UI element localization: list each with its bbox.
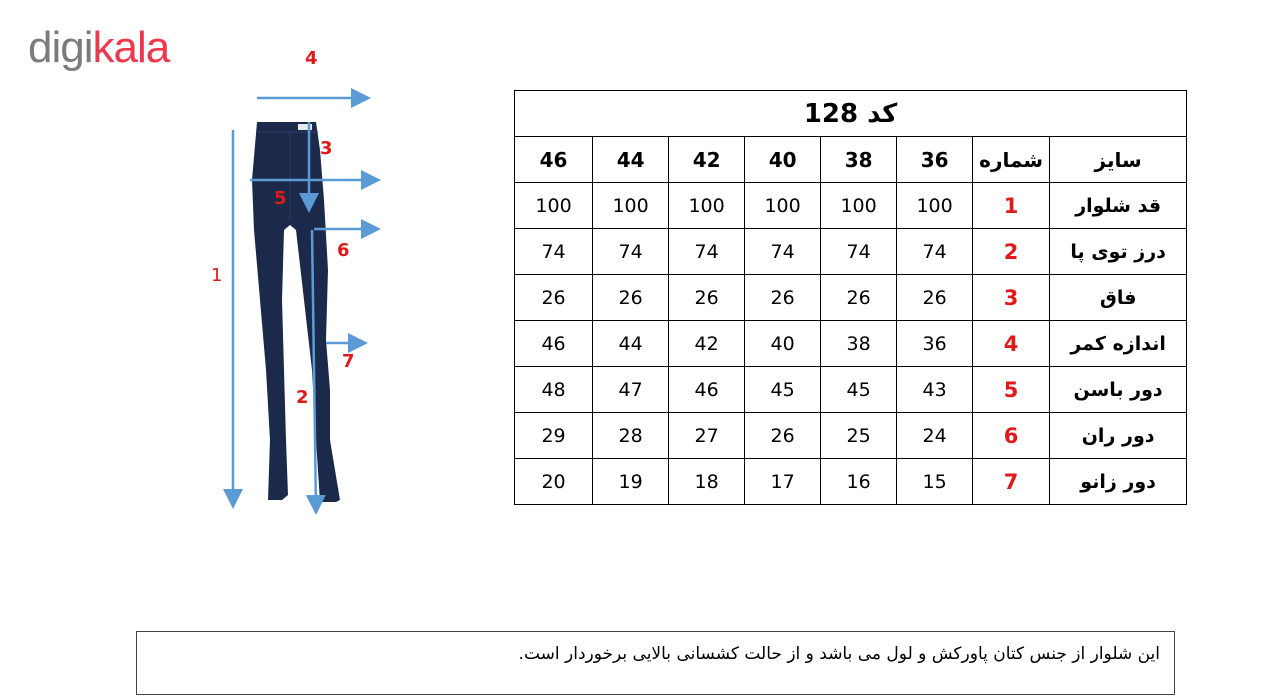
row-number: 7 (973, 459, 1050, 505)
label-7: 7 (342, 351, 355, 372)
table-cell: 26 (669, 275, 745, 321)
measurement-figure (190, 40, 400, 520)
header-cell: 42 (669, 137, 745, 183)
header-cell: 36 (897, 137, 973, 183)
label-2: 2 (296, 387, 309, 408)
logo-gray-text: digi (28, 23, 93, 72)
label-5: 5 (274, 188, 287, 209)
row-name: فاق (1050, 275, 1187, 321)
row-name: دور زانو (1050, 459, 1187, 505)
table-row (515, 367, 1187, 413)
row-number: 5 (973, 367, 1050, 413)
description-text: این شلوار از جنس کتان پاورکش و لول می باشد و از حالت کشسانی بالایی برخوردار است. (518, 644, 1160, 664)
table-cell: 17 (745, 459, 821, 505)
header-cell: 40 (745, 137, 821, 183)
table-cell: 43 (897, 367, 973, 413)
table-cell: 100 (897, 183, 973, 229)
table-cell: 100 (669, 183, 745, 229)
row-name: دور باسن (1050, 367, 1187, 413)
table-cell: 74 (593, 229, 669, 275)
logo-red-text: kala (92, 23, 170, 72)
header-cell: 44 (593, 137, 669, 183)
table-cell: 20 (515, 459, 593, 505)
table-row (515, 321, 1187, 367)
header-cell: 38 (821, 137, 897, 183)
table-title-row (515, 91, 1187, 137)
table-cell: 19 (593, 459, 669, 505)
table-cell: 42 (669, 321, 745, 367)
table-cell: 74 (821, 229, 897, 275)
table-cell: 36 (897, 321, 973, 367)
table-cell: 26 (745, 275, 821, 321)
table-cell: 26 (593, 275, 669, 321)
table-cell: 15 (897, 459, 973, 505)
table-cell: 40 (745, 321, 821, 367)
table-cell: 18 (669, 459, 745, 505)
table-cell: 26 (897, 275, 973, 321)
table-cell: 28 (593, 413, 669, 459)
brand-logo (28, 23, 170, 72)
table-header-row (515, 137, 1187, 183)
row-number: 3 (973, 275, 1050, 321)
row-number: 2 (973, 229, 1050, 275)
table-cell: 100 (593, 183, 669, 229)
label-1: 1 (211, 265, 223, 286)
header-cell: شماره (973, 137, 1050, 183)
size-table (514, 90, 1187, 505)
table-cell: 38 (821, 321, 897, 367)
header-cell: 46 (515, 137, 593, 183)
header-cell: سایز (1050, 137, 1187, 183)
table-cell: 16 (821, 459, 897, 505)
table-cell: 74 (515, 229, 593, 275)
table-row (515, 459, 1187, 505)
label-6: 6 (337, 240, 350, 261)
table-cell: 100 (515, 183, 593, 229)
table-row (515, 413, 1187, 459)
table-cell: 45 (821, 367, 897, 413)
table-cell: 74 (669, 229, 745, 275)
row-number: 6 (973, 413, 1050, 459)
table-cell: 26 (745, 413, 821, 459)
table-row (515, 183, 1187, 229)
table-cell: 48 (515, 367, 593, 413)
label-4: 4 (305, 48, 318, 69)
table-title: کد 128 (515, 91, 1187, 137)
table-cell: 45 (745, 367, 821, 413)
table-cell: 74 (745, 229, 821, 275)
table-cell: 100 (821, 183, 897, 229)
row-number: 1 (973, 183, 1050, 229)
table-cell: 25 (821, 413, 897, 459)
table-cell: 44 (593, 321, 669, 367)
table-cell: 29 (515, 413, 593, 459)
description-box (136, 631, 1175, 695)
table-cell: 27 (669, 413, 745, 459)
table-cell: 74 (897, 229, 973, 275)
row-name: درز توی پا (1050, 229, 1187, 275)
table-cell: 26 (821, 275, 897, 321)
table-cell: 47 (593, 367, 669, 413)
label-3: 3 (320, 138, 333, 159)
row-name: قد شلوار (1050, 183, 1187, 229)
table-row (515, 275, 1187, 321)
table-row (515, 229, 1187, 275)
table-cell: 26 (515, 275, 593, 321)
table-cell: 46 (669, 367, 745, 413)
row-number: 4 (973, 321, 1050, 367)
table-cell: 100 (745, 183, 821, 229)
row-name: اندازه کمر (1050, 321, 1187, 367)
table-cell: 46 (515, 321, 593, 367)
table-cell: 24 (897, 413, 973, 459)
row-name: دور ران (1050, 413, 1187, 459)
